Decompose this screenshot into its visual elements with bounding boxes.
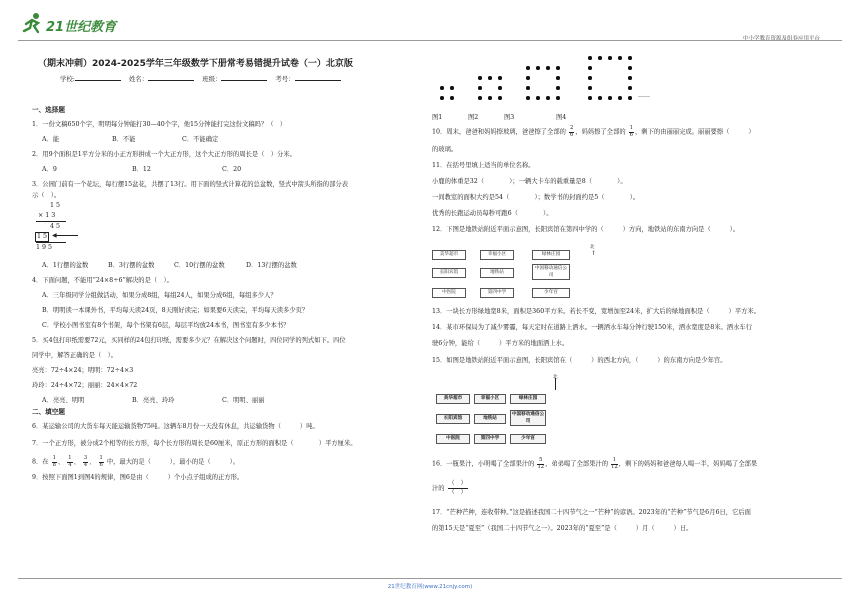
map-1 [432, 246, 602, 302]
q1-option-c[interactable]: C．不能确定 [182, 136, 219, 143]
calc-line-2: × 1 3 [38, 212, 56, 219]
map1-tcm-hospital: 中医院 [432, 288, 466, 298]
map1-meihua-supermarket: 美华超市 [432, 250, 466, 260]
map-2 [436, 374, 586, 446]
arrow-head-icon: ◀ [52, 232, 57, 239]
q11-line-1: 小鹿的体重是32（ ）；一辆大卡车的载重量是8（ ）。 [432, 178, 627, 185]
map1-subway-station: 地铁站 [480, 268, 514, 278]
q2-option-c[interactable]: C．20 [222, 166, 242, 173]
question-16: 16．一瓶果汁，小明喝了全部果汁的 $\frac{5}{12}$ ，弟弟喝了全部果汁的 $\frac{1}{12}$ ，剩下的妈妈和爸爸每人喝一半，妈妈喝了全部果 [432, 457, 758, 470]
map1-fourth-school: 第四中学 [480, 288, 514, 298]
map1-compass-icon: ↑ [591, 250, 597, 257]
question-10-cont: 的玻璃。 [432, 146, 458, 153]
q1-option-b[interactable]: B．不能 [112, 136, 136, 143]
question-5: 5．买4包打印纸需要72元，买同样的24包打印纸，需要多少元？在解决这个问题时，四位同学的列式如下。四位 [32, 337, 346, 344]
calc-rule-1 [36, 221, 66, 222]
question-6: 6．某运输公司的大货车每天能运输货物75吨。这辆车8月份一天没有休息，共运输货物（ ）吨。 [32, 423, 319, 430]
map1-changyang-hotel: 长阳宾馆 [432, 268, 466, 278]
question-17: 17．“芒种芒种，连收带种。”这是描述我国二十四节气之一“芒种”的谚语。2023年的“芒种”节气是6月6日，它后面 [432, 509, 751, 516]
q8-text: 中，最大的是（ ），最小的是（ ）。 [106, 458, 240, 466]
q4-option-c[interactable]: C．学校小图书室有8个书架，每个书架有6层，每层平均放24本书，图书室有多少本书？ [42, 322, 290, 329]
right-column-lower [432, 308, 832, 365]
q5-option-c[interactable]: C．明明、丽丽 [222, 397, 265, 404]
calc-line-4: 1 5 [37, 233, 48, 240]
q16-fraction-1: $\frac{5}{12}$ [537, 457, 545, 470]
q2-option-b[interactable]: B．12 [132, 166, 151, 173]
section-fill-heading: 二、填空题 [32, 408, 65, 416]
map1-north-label: 北 [590, 245, 595, 250]
question-3-cont: 示（ ）。 [32, 192, 61, 199]
q5-option-b[interactable]: B．亮亮、玲玲 [132, 397, 175, 404]
q8-fraction-4: $\frac{1}{6}$ [99, 455, 103, 468]
q3-option-a[interactable]: A．1行摆的盆数 [42, 262, 89, 269]
map2-north-label: 北 [553, 375, 558, 380]
q8-prefix: 8．在 [32, 458, 49, 466]
q2-option-a[interactable]: A．9 [42, 166, 57, 173]
q8-fraction-3: $\frac{3}{4}$ [83, 455, 88, 468]
map2-china-mobile: 中国移动通信公司 [511, 412, 545, 424]
right-column [432, 126, 832, 234]
calc-line-3: 4 5 [50, 223, 61, 230]
exam-no-label: 考号： [275, 75, 295, 83]
fig-label-4: 图4 [556, 114, 567, 121]
question-10: 10．周末，爸爸和妈妈擦玻璃，爸爸擦了全部的 $\frac{2}{6}$ ，妈妈擦了全部的 $\frac{1}{6}$ ，剩下的由丽丽完成。丽丽要擦（ ） [432, 125, 755, 138]
calc-line-1: 1 5 [50, 202, 61, 209]
logo-text: 21世纪教育 [46, 20, 117, 35]
question-4: 4．下面问题，不能用“24×8÷6”解决的是（ ）。 [32, 277, 173, 284]
school-field[interactable] [75, 80, 121, 81]
vertical-calculation [32, 202, 428, 260]
map2-compass-icon [555, 378, 556, 390]
map1-china-mobile: 中国移动通信公司 [532, 264, 570, 280]
q2-options [32, 166, 428, 174]
calc-rule-2 [36, 242, 66, 243]
question-2: 2．用9个面积是1平方分米的小正方形拼成一个大正方形，这个大正方形的周长是（ ）分米。 [32, 151, 296, 158]
arrow-icon [54, 235, 78, 236]
question-1: 1．一份文稿650个字，明明每分钟能打30—40个字，他15分钟能打完这份文稿吗？（ ） [32, 121, 287, 128]
dot-pattern-figures [436, 52, 666, 108]
map1-lvlin-manor: 绿林庄园 [532, 250, 570, 260]
q3-option-c[interactable]: C．10行摆的盆数 [174, 262, 225, 269]
calc-line-5: 1 9 5 [36, 244, 53, 251]
student-info-line [60, 74, 341, 83]
school-label: 学校: [60, 75, 75, 83]
q8-fraction-1: $\frac{1}{8}$ [52, 455, 56, 468]
platform-text: 中小学教育资源及组卷应用平台 [742, 36, 820, 42]
q5-options [32, 397, 428, 405]
q5-line-1: 亮亮：72÷4×24；明明：72÷4×3 [32, 367, 134, 374]
fig-label-1: 图1 [432, 114, 443, 121]
name-label: 姓名： [128, 75, 149, 83]
question-17-cont: 的第15天是“夏至”（我国二十四节气之一）。2023年的“夏至”是（ ）月（ ）日。 [432, 525, 693, 532]
q3-option-b[interactable]: B．3行摆的盆数 [108, 262, 155, 269]
q5-line-2: 玲玲：24÷4×72；丽丽：24×4×72 [32, 382, 138, 389]
map2-meihua-supermarket: 美华超市 [436, 394, 470, 404]
question-3: 3．公园门前有一个花坛，每行摆15盆花，共摆了13行。用下面的竖式计算花的总盆数，竖式中箭头所指的部分表 [32, 181, 348, 188]
q4-option-a[interactable]: A．三年级同学分组做活动，如果分成8组，每组24人，如果分成6组，每组多少人？ [42, 292, 277, 299]
q1-options [32, 136, 428, 144]
right-column-bottom [432, 458, 832, 533]
map2-xingfu-community: 幸福小区 [474, 394, 506, 404]
q5-option-a[interactable]: A．亮亮、明明 [42, 397, 85, 404]
q16-answer-fraction[interactable]: $\frac{( )}{( )}$ [448, 480, 467, 496]
q11-line-2: 一间教室的面积大约是54（ ）；数学书的封面约是5（ ）。 [432, 194, 640, 201]
logo-runner-icon [22, 12, 44, 34]
name-field[interactable] [148, 80, 194, 81]
exam-no-field[interactable] [295, 80, 341, 81]
map1-xingfu-community: 幸福小区 [480, 250, 514, 260]
figure-labels [432, 112, 566, 121]
class-label: 班级： [202, 75, 222, 83]
q8-fraction-2: $\frac{1}{4}$ [68, 455, 72, 468]
q1-option-a[interactable]: A．能 [42, 136, 60, 143]
question-12: 12．下图是地铁站附近平面示意图，长阳宾馆在第四中学的（ ）方向，地铁站的东南方向是（ ）。 [432, 226, 740, 233]
fig-label-2: 图2 [468, 114, 479, 121]
q10-fraction-1: $\frac{2}{6}$ [569, 125, 574, 138]
q11-line-3: 优秀的长跑运动员每秒可跑6（ ）。 [432, 210, 553, 217]
map2-changyang-hotel: 长阳宾馆 [436, 414, 470, 424]
question-8: 8．在 $\frac{1}{8}$ 、 $\frac{1}{4}$ 、 $\frac{3}{4}$ 、 $\frac{1}{6}$ 中，最大的是（ ），最小的是（ ）。 [32, 455, 240, 468]
question-11: 11．在括号里填上适当的单位名称。 [432, 162, 535, 169]
map2-subway-station: 地铁站 [474, 414, 506, 424]
left-column [32, 106, 428, 482]
q10-fraction-2: $\frac{1}{6}$ [629, 125, 633, 138]
question-16-cont: 汁的 $\frac{( )}{( )}$ [432, 480, 467, 496]
header-divider [18, 40, 842, 41]
figures-ellipsis: …… [638, 92, 650, 99]
page-title: （期末冲刺）2024-2025学年三年级数学下册常考易错提升试卷（一）北京版 [38, 59, 353, 69]
logo [22, 12, 130, 36]
footer-text: 21世纪教育网(www.21cnjy.com) [387, 584, 473, 590]
map2-lvlin-manor: 绿林庄园 [510, 394, 546, 404]
question-15: 15．如图是地铁站附近平面示意图，长阳宾馆在（ ）的西北方向，（ ）的东南方向是少年宫。 [432, 357, 727, 364]
map2-fourth-school: 第四中学 [474, 434, 506, 444]
footer-divider [18, 578, 842, 579]
q4-option-b[interactable]: B．明明读一本课外书，平均每天读24页，8天刚好读完；如果要6天读完，平均每天读多少页？ [42, 307, 309, 314]
question-5-cont: 同学中，解答正确的是（ ）。 [32, 352, 118, 359]
q3-options [32, 262, 428, 270]
question-14: 14．某市环保局为了减少雾霾，每天定时在道路上洒水。一辆洒水车每分钟行驶150米，洒水宽度是8米。洒水车行 [432, 324, 752, 331]
section-choice-heading: 一、选择题 [32, 106, 65, 114]
q16-fraction-2: $\frac{1}{12}$ [611, 457, 618, 470]
q3-option-d[interactable]: D．13行摆的盆数 [246, 262, 297, 269]
class-field[interactable] [221, 80, 267, 81]
question-14-cont: 驶6分钟，能给（ ）平方米的地面洒上水。 [432, 340, 569, 347]
question-7: 7．一个正方形，被分成2个相等的长方形，每个长方形的周长是60厘米，原正方形的面积是（ ）平方厘米。 [32, 440, 357, 447]
fig-label-3: 图3 [504, 114, 515, 121]
map2-youth-palace: 少年宫 [510, 434, 546, 444]
question-9: 9．按照下面图1到图4的规律，图6是由（ ）个小点子组成的正方形。 [32, 474, 244, 481]
question-13: 13．一块长方形绿地宽8米，面积是360平方米。若长不变，宽增加至24米，扩大后的绿地面积是（ ）平方米。 [432, 308, 761, 315]
map2-tcm-hospital: 中医院 [436, 434, 470, 444]
map1-youth-palace: 少年宫 [532, 288, 570, 298]
